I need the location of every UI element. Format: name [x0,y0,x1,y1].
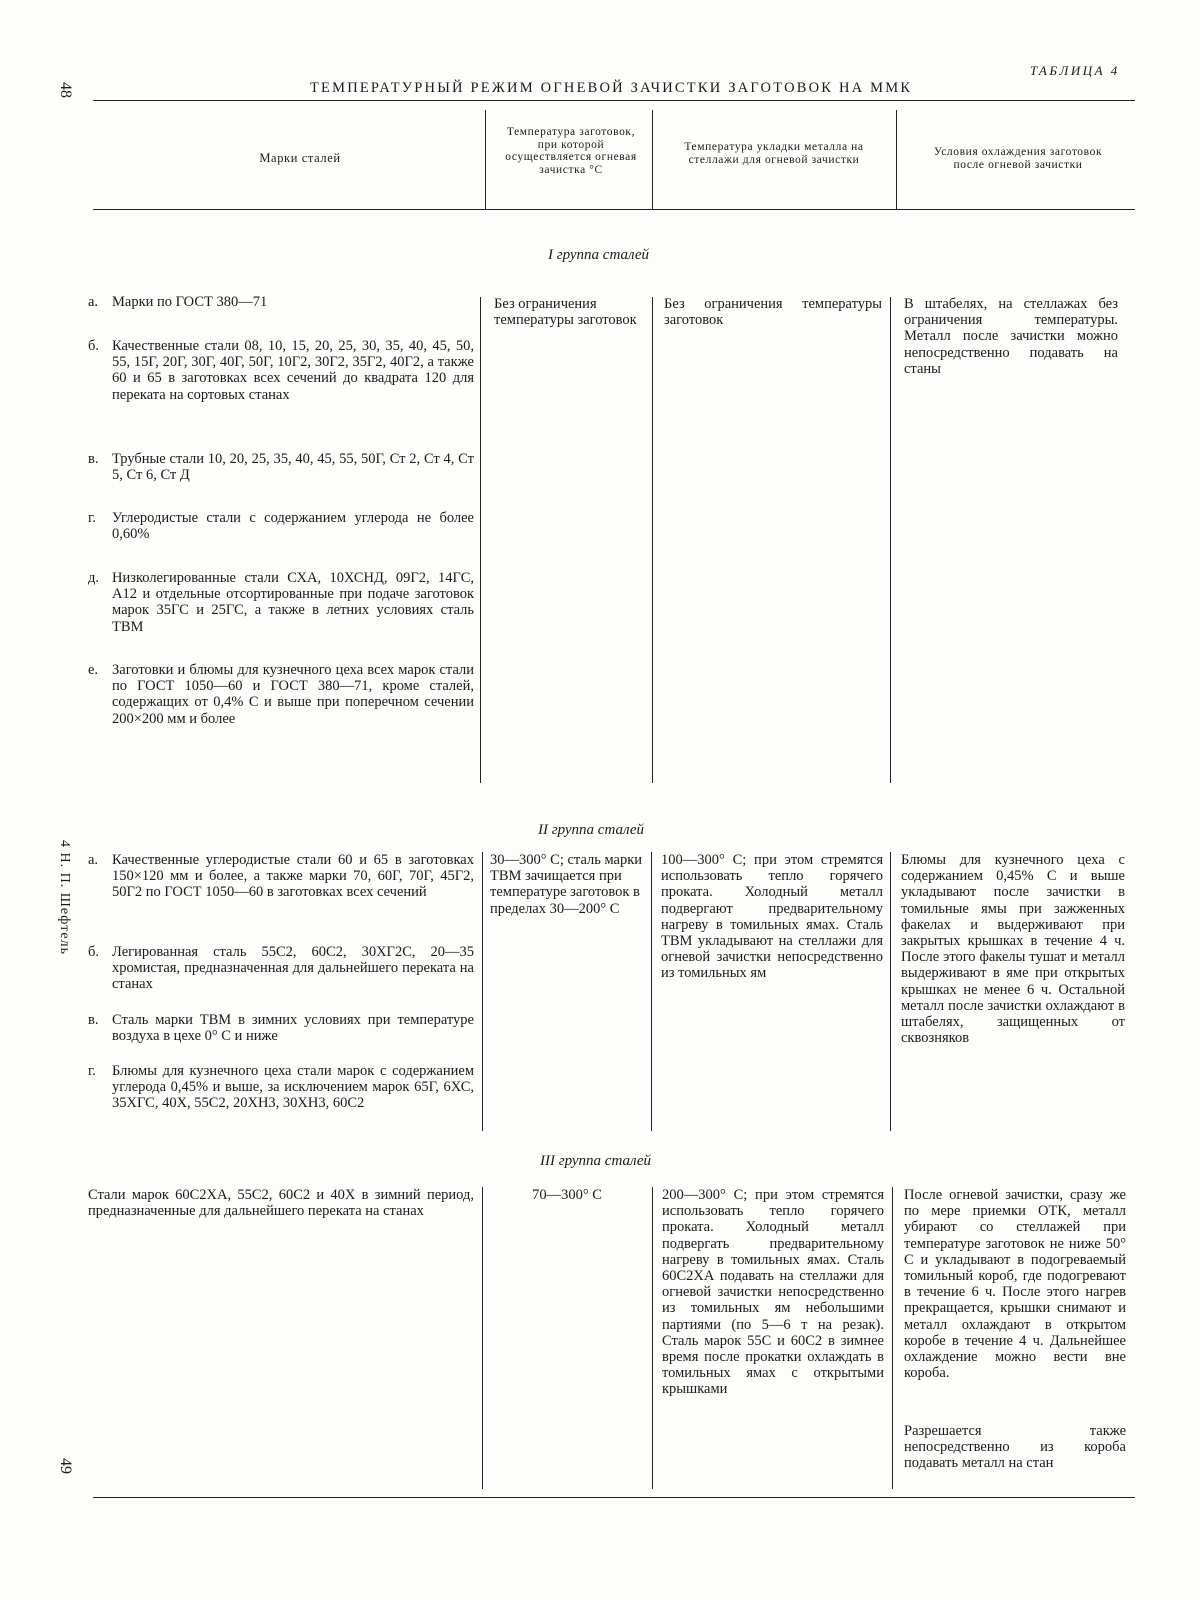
header-bottom-rule [93,209,1135,210]
column-divider [892,1187,893,1489]
column-header-cooling-conditions: Условия охлаждения заготовок после огневой зачистки [933,146,1103,171]
author-running-head: 4 Н. П. Шефтель [57,840,72,956]
column-divider [482,1187,483,1489]
right-page-number: 49 [57,1458,74,1474]
item-text: Блюмы для кузнечного цеха стали марок с содержанием углерода 0,45% и выше, за исключением марок 65Г, 6ХС, 35ХГС, 40Х, 55С2, 20ХН3, 30ХН3, 60С2 [112,1063,474,1112]
header-divider [896,110,897,209]
item-letter: г. [88,1063,96,1079]
cooling-conditions-cell: Блюмы для кузнечного цеха с содержанием 0,45% С и выше укладывают после зачистки в томильные ямы при зажженных факелах и выдерживают при закрытых крышках в течение 4 ч. После этого факелы тушат и металл выдерживают в яме при открытых крышках не менее 6 ч. Остальной металл после зачистки охлаждают в штабелях, защищенных от сквозняков [901,852,1125,1047]
item-text: Заготовки и блюмы для кузнечного цеха всех марок стали по ГОСТ 1050—60 и ГОСТ 380—71, кроме сталей, содержащих от 0,4% С и выше при поперечном сечении 200×200 мм и более [112,662,474,727]
item-text: Качественные стали 08, 10, 15, 20, 25, 30, 35, 40, 45, 50, 55, 15Г, 20Г, 30Г, 40Г, 50Г, 10Г2, 30Г2, 35Г2, 40Г2, а также 60 и 65 в заготовках всех сечений до квадрата 120 для переката на сортовых станах [112,338,474,403]
header-top-rule [93,100,1135,101]
cleaning-temperature-cell: Без ограничения температуры заготовок [494,296,637,329]
placement-temperature-cell: 200—300° С; при этом стремятся использовать тепло горячего проката. Холодный металл подвергать предварительному нагреву в томильных ямах. Сталь 60С2ХА подавать на стеллажи для огневой зачистки непосредственно из томильных ям небольшими партиями (по 5—6 т на резак). Сталь марок 55С и 60С2 в зимнее время после прокатки охлаждать в томильных ямах с открытыми крышками [662,1187,884,1398]
placement-temperature-cell: 100—300° С; при этом стремятся использовать тепло горячего проката. Холодный металл подвергают предварительному нагреву в томильных ямах. Сталь ТВМ укладывают на стеллажи для огневой зачистки непосредственно из томильных ям [661,852,883,982]
item-text: Низколегированные стали СХА, 10ХСНД, 09Г2, 14ГС, А12 и отдельные отсортированные при подаче заготовок марок 35ГС и 25ГС, а также в летних условиях сталь ТВМ [112,570,474,635]
group-heading: III группа сталей [540,1153,652,1169]
left-page-number: 48 [57,82,74,98]
cleaning-temperature-cell: 30—300° С; сталь марки ТВМ зачищается при температуре заготовок в пределах 30—200° С [490,852,643,917]
cooling-conditions-cell: В штабелях, на стеллажах без ограничения температуры. Металл после зачистки можно непосредственно подавать на станы [904,296,1118,377]
table-label: ТАБЛИЦА 4 [1030,63,1120,78]
column-divider [890,852,891,1131]
cleaning-temperature-cell: 70—300° С [532,1187,602,1203]
column-header-cleaning-temperature: Температура заготовок, при которой осуществляется огневая зачистка °С [505,126,637,176]
column-divider [482,852,483,1131]
item-letter: а. [88,852,99,868]
item-text: Стали марок 60С2ХА, 55С2, 60С2 и 40Х в зимний период, предназначенные для дальнейшего переката на станах [88,1187,474,1220]
item-letter: д. [88,570,100,586]
item-text: Легированная сталь 55С2, 60С2, 30ХГ2С, 20—35 хромистая, предназначенная для дальнейшего переката на станах [112,944,474,993]
table-bottom-rule [93,1497,1135,1498]
item-letter: в. [88,1012,99,1028]
column-header-placement-temperature: Температура укладки металла на стеллажи для огневой зачистки [684,141,864,166]
item-letter: а. [88,294,99,310]
item-text: Качественные углеродистые стали 60 и 65 в заготовках 150×120 мм и более, а также марки 70, 60Г, 70Г, 45Г2, 50Г2 по ГОСТ 1050—60 в заготовках всех сечений [112,852,474,901]
item-text: Углеродистые стали с содержанием углерода не более 0,60% [112,510,474,543]
item-letter: в. [88,451,99,467]
column-divider [652,1187,653,1489]
item-letter: е. [88,662,99,678]
placement-temperature-cell: Без ограничения температуры заготовок [664,296,882,329]
item-text: Марки по ГОСТ 380—71 [112,294,268,310]
column-divider [651,852,652,1131]
item-text: Трубные стали 10, 20, 25, 35, 40, 45, 55, 50Г, Ст 2, Ст 4, Ст 5, Ст 6, Ст Д [112,451,474,484]
item-letter: б. [88,944,100,960]
cooling-conditions-cell-note: Разрешается также непосредственно из короба подавать металл на стан [904,1423,1126,1472]
item-letter: г. [88,510,96,526]
column-divider [652,297,653,783]
header-divider [652,110,653,209]
group-heading: II группа сталей [538,822,645,838]
column-divider [890,297,891,783]
item-text: Сталь марки ТВМ в зимних условиях при температуре воздуха в цехе 0° С и ниже [112,1012,474,1045]
column-header-steel-grades: Марки сталей [259,151,341,165]
group-heading: I группа сталей [548,247,650,263]
table-title: ТЕМПЕРАТУРНЫЙ РЕЖИМ ОГНЕВОЙ ЗАЧИСТКИ ЗАГОТОВОК НА ММК [310,80,913,96]
column-divider [480,297,481,783]
item-letter: б. [88,338,100,354]
header-divider [485,110,486,209]
cooling-conditions-cell: После огневой зачистки, сразу же по мере приемки ОТК, металл убирают со стеллажей при температуре заготовок не ниже 50° С и укладывают в подогреваемый томильный короб, где подогревают в течение 6 ч. После этого нагрев прекращается, крышки снимают и металл охлаждают в открытом коробе в течение 4 ч. Дальнейшее охлаждение можно вести вне короба. [904,1187,1126,1382]
